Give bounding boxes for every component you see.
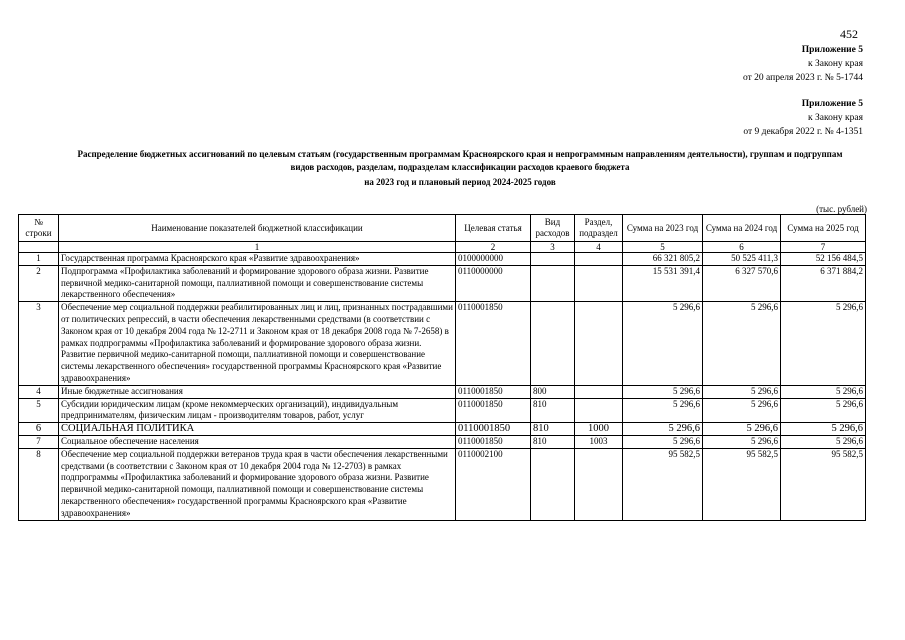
table-row — [19, 253, 866, 266]
row-number: 4 — [19, 385, 59, 398]
row-number: 3 — [19, 302, 59, 386]
header-section: Раздел, подраздел — [575, 215, 623, 242]
table-row — [19, 265, 866, 301]
col-number: 6 — [703, 242, 781, 253]
row-expense-type — [531, 302, 575, 386]
row-name: Государственная программа Красноярского края «Развитие здравоохранения» — [59, 253, 456, 266]
row-section — [575, 398, 623, 423]
row-name: Субсидии юридическим лицам (кроме некоммерческих организаций), индивидуальным предпринимателям, физическим лицам - производителям товаров, работ, услуг — [59, 398, 456, 423]
document-title — [20, 148, 900, 189]
row-number: 7 — [19, 435, 59, 448]
col-number: 4 — [575, 242, 623, 253]
row-name: Иные бюджетные ассигнования — [59, 385, 456, 398]
appendix-law-ref: к Закону края — [807, 113, 863, 123]
row-sum-2025: 6 371 884,2 — [781, 265, 866, 301]
row-sum-2025: 52 156 484,5 — [781, 253, 866, 266]
col-number: 1 — [59, 242, 456, 253]
header-target-article: Целевая статья — [456, 215, 531, 242]
appendix-block-original — [743, 97, 863, 139]
row-sum-2025: 5 296,6 — [781, 423, 866, 436]
header-expense-type: Вид расходов — [531, 215, 575, 242]
row-expense-type: 800 — [531, 385, 575, 398]
row-name: Социальное обеспечение населения — [59, 435, 456, 448]
table-row — [19, 448, 866, 520]
row-expense-type — [531, 253, 575, 266]
row-target-article: 0110001850 — [456, 423, 531, 436]
row-sum-2024: 5 296,6 — [703, 385, 781, 398]
row-name: СОЦИАЛЬНАЯ ПОЛИТИКА — [59, 423, 456, 436]
row-target-article: 0110000000 — [456, 265, 531, 301]
row-sum-2024: 6 327 570,6 — [703, 265, 781, 301]
row-expense-type: 810 — [531, 423, 575, 436]
row-section — [575, 385, 623, 398]
row-target-article: 0110001850 — [456, 435, 531, 448]
table-row — [19, 398, 866, 423]
row-sum-2023: 95 582,5 — [623, 448, 703, 520]
appendix-title: Приложение 5 — [801, 45, 863, 55]
row-section: 1003 — [575, 435, 623, 448]
table-row — [19, 385, 866, 398]
col-number: 3 — [531, 242, 575, 253]
page-number: 452 — [840, 27, 858, 41]
row-number: 6 — [19, 423, 59, 436]
table-row — [19, 302, 866, 386]
units-label: (тыс. рублей) — [816, 204, 867, 214]
row-sum-2024: 5 296,6 — [703, 423, 781, 436]
row-sum-2025: 5 296,6 — [781, 385, 866, 398]
appendix-title: Приложение 5 — [801, 99, 863, 109]
row-sum-2023: 5 296,6 — [623, 398, 703, 423]
row-sum-2024: 5 296,6 — [703, 398, 781, 423]
row-sum-2024: 95 582,5 — [703, 448, 781, 520]
row-target-article: 0110001850 — [456, 302, 531, 386]
row-expense-type: 810 — [531, 435, 575, 448]
header-sum-2024: Сумма на 2024 год — [703, 215, 781, 242]
appendix-law-ref: к Закону края — [807, 59, 863, 69]
row-target-article: 0110002100 — [456, 448, 531, 520]
header-sum-2023: Сумма на 2023 год — [623, 215, 703, 242]
table-header-row — [19, 215, 866, 242]
title-line-3: на 2023 год и плановый период 2024-2025 годов — [364, 177, 556, 187]
row-target-article: 0110001850 — [456, 385, 531, 398]
row-section: 1000 — [575, 423, 623, 436]
appendix-block-current — [743, 43, 863, 85]
header-row-number: № строки — [19, 215, 59, 242]
row-sum-2025: 95 582,5 — [781, 448, 866, 520]
row-expense-type — [531, 448, 575, 520]
row-sum-2024: 5 296,6 — [703, 302, 781, 386]
row-sum-2023: 5 296,6 — [623, 423, 703, 436]
row-target-article: 0110001850 — [456, 398, 531, 423]
column-number-row — [19, 242, 866, 253]
row-name: Обеспечение мер социальной поддержки ветеранов труда края в части обеспечения лекарственными средствами (в соответствии с Законом края от 10 декабря 2004 года № 12-2703) в рамках подпрограммы «Профилактика заболеваний и формирование здорового образа жизни. Развитие первичной медико-санитарной помощи, паллиативной помощи и совершенствование системы лекарственного обеспечения» государственной программы Красноярского края «Развитие здравоохранения» — [59, 448, 456, 520]
row-sum-2023: 5 296,6 — [623, 385, 703, 398]
row-number: 2 — [19, 265, 59, 301]
row-sum-2024: 50 525 411,3 — [703, 253, 781, 266]
col-number: 5 — [623, 242, 703, 253]
row-sum-2025: 5 296,6 — [781, 302, 866, 386]
row-name: Обеспечение мер социальной поддержки реабилитированных лиц и лиц, признанных пострадавшими от политических репрессий, в части обеспечения лекарственными средствами (в соответствии с Законом края от 10 декабря 2004 года № 12-2711 и Законом края от 18 декабря 2008 года № 7-2658) в рамках подпрограммы «Профилактика заболеваний и формирование здорового образа жизни. Развитие первичной медико-санитарной помощи, паллиативной помощи и совершенствование системы лекарственного обеспечения» государственной программы Красноярского края «Развитие здравоохранения» — [59, 302, 456, 386]
row-sum-2024: 5 296,6 — [703, 435, 781, 448]
row-sum-2023: 5 296,6 — [623, 302, 703, 386]
col-number — [19, 242, 59, 253]
appendix-law-date: от 9 декабря 2022 г. № 4-1351 — [743, 127, 863, 137]
table-row — [19, 435, 866, 448]
header-sum-2025: Сумма на 2025 год — [781, 215, 866, 242]
title-line-2: видов расходов, разделам, подразделам классификации расходов краевого бюджета — [290, 162, 630, 172]
row-number: 1 — [19, 253, 59, 266]
appendix-law-date: от 20 апреля 2023 г. № 5-1744 — [743, 73, 863, 83]
header-name: Наименование показателей бюджетной классификации — [59, 215, 456, 242]
row-section — [575, 253, 623, 266]
row-sum-2025: 5 296,6 — [781, 435, 866, 448]
row-sum-2025: 5 296,6 — [781, 398, 866, 423]
row-expense-type — [531, 265, 575, 301]
row-section — [575, 265, 623, 301]
col-number: 2 — [456, 242, 531, 253]
budget-table — [18, 214, 866, 521]
row-section — [575, 302, 623, 386]
row-section — [575, 448, 623, 520]
row-sum-2023: 15 531 391,4 — [623, 265, 703, 301]
title-line-1: Распределение бюджетных ассигнований по целевым статьям (государственным программам Красноярского края и непрограммным направлениям деятельности), группам и подгруппам — [77, 149, 843, 159]
row-sum-2023: 66 321 805,2 — [623, 253, 703, 266]
row-number: 8 — [19, 448, 59, 520]
row-number: 5 — [19, 398, 59, 423]
row-target-article: 0100000000 — [456, 253, 531, 266]
row-expense-type: 810 — [531, 398, 575, 423]
row-name: Подпрограмма «Профилактика заболеваний и формирование здорового образа жизни. Развитие первичной медико-санитарной помощи, паллиативной помощи и совершенствование системы лекарственного обеспечения» — [59, 265, 456, 301]
col-number: 7 — [781, 242, 866, 253]
table-row — [19, 423, 866, 436]
row-sum-2023: 5 296,6 — [623, 435, 703, 448]
